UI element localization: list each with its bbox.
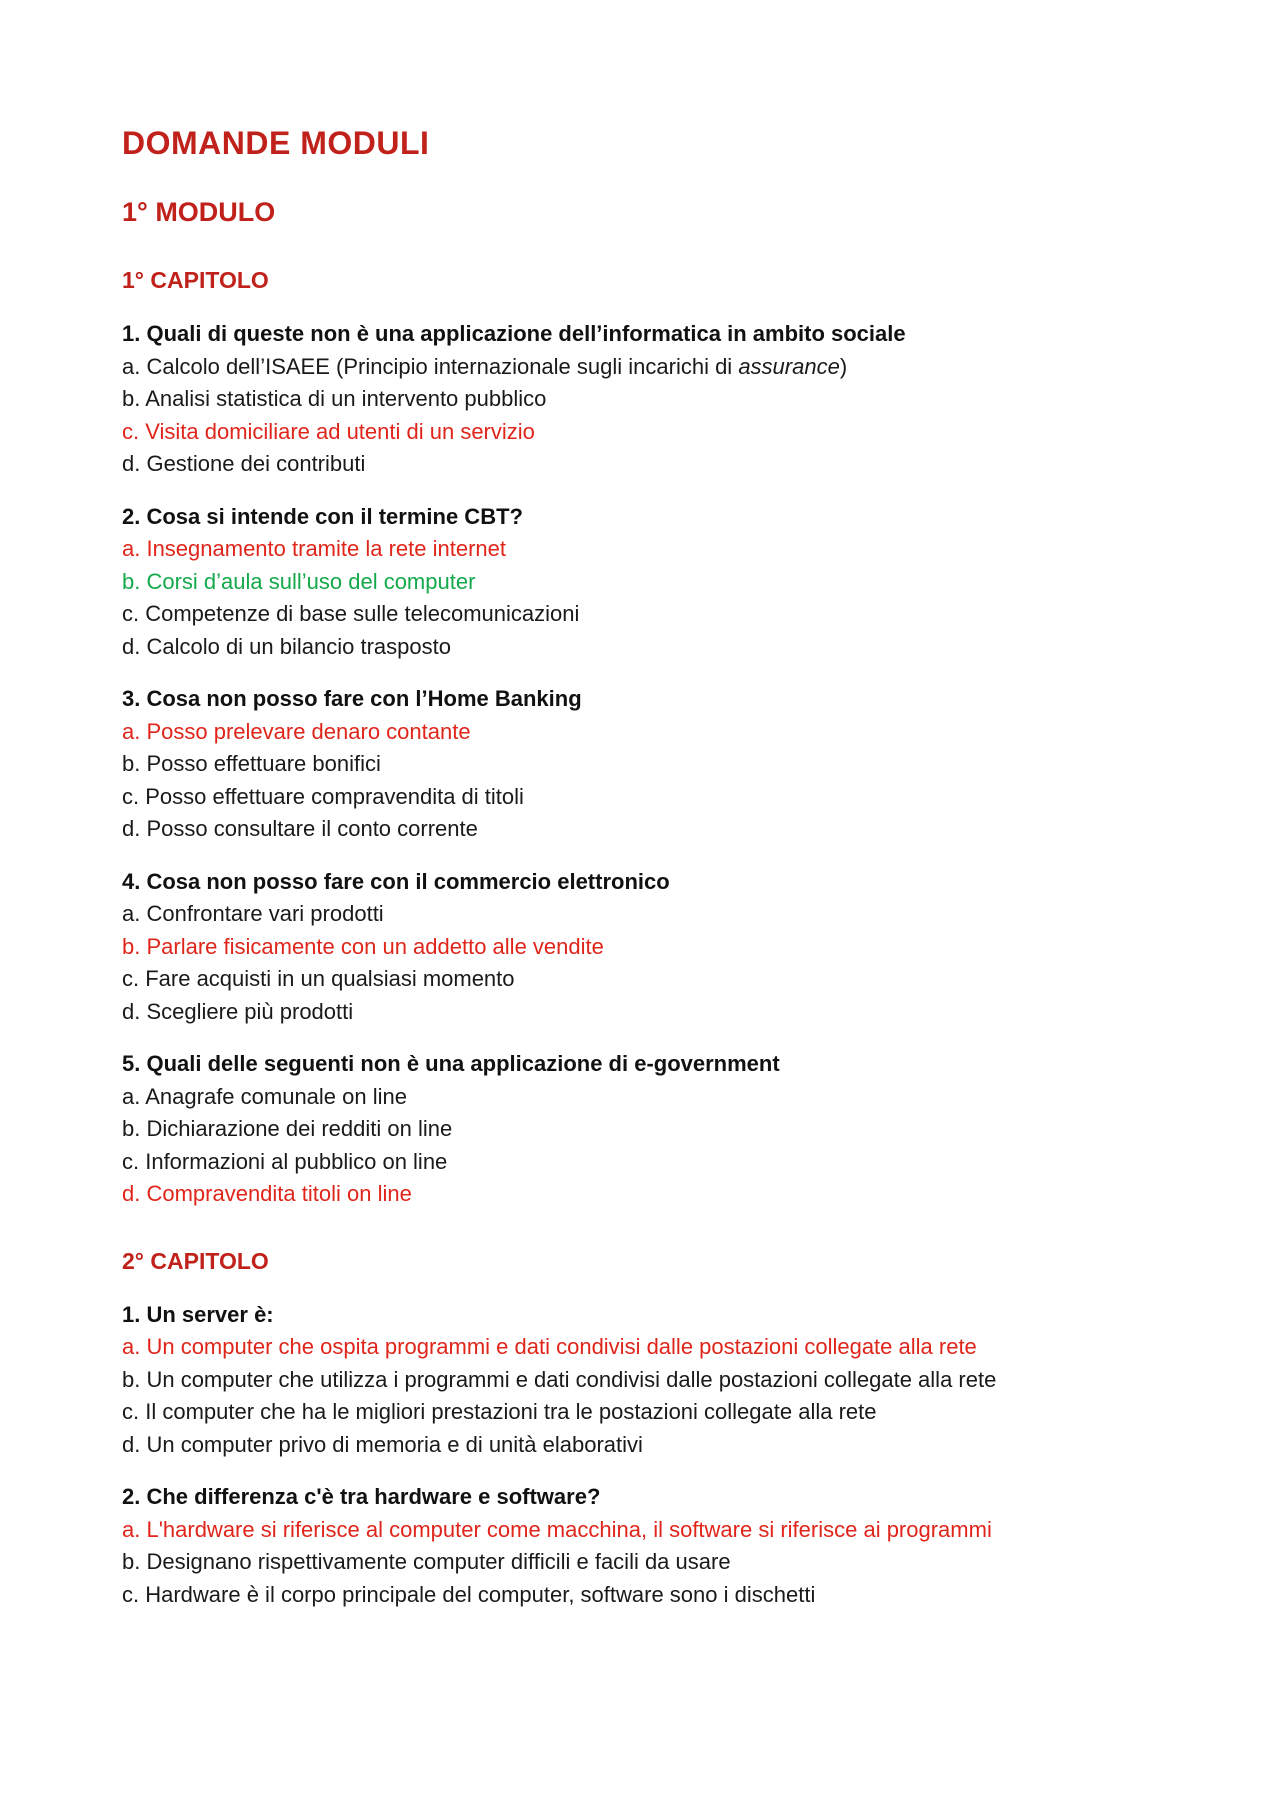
answer-option-a xyxy=(122,351,1162,384)
answer-option-d: d. Calcolo di un bilancio trasposto xyxy=(122,633,451,659)
chapter-2-heading: 2° CAPITOLO xyxy=(122,1247,269,1274)
question-title: 2. Che differenza c'è tra hardware e software? xyxy=(122,1484,601,1509)
answer-option-b-highlighted: b. Corsi d’aula sull’uso del computer xyxy=(122,568,476,594)
answer-option-b: b. Designano rispettivamente computer difficili e facili da usare xyxy=(122,1549,731,1574)
answer-option-c: c. Posso effettuare compravendita di titoli xyxy=(122,783,524,809)
question-block xyxy=(122,683,1162,846)
question-title: 2. Cosa si intende con il termine CBT? xyxy=(122,503,523,529)
answer-option-b: b. Posso effettuare bonifici xyxy=(122,751,381,776)
answer-option-c: c. Hardware è il corpo principale del computer, software sono i dischetti xyxy=(122,1581,816,1607)
question-title: 1. Un server è: xyxy=(122,1301,274,1327)
question-block xyxy=(122,318,1162,481)
answer-option-c: c. Informazioni al pubblico on line xyxy=(122,1148,448,1174)
answer-option-b: b. Dichiarazione dei redditi on line xyxy=(122,1116,453,1141)
answer-italic-text: assurance xyxy=(738,353,840,379)
answer-option-d: d. Scegliere più prodotti xyxy=(122,998,354,1024)
question-block xyxy=(122,1048,1162,1211)
question-title: 5. Quali delle seguenti non è una applicazione di e-government xyxy=(122,1051,780,1076)
answer-option-c-correct: c. Visita domiciliare ad utenti di un servizio xyxy=(122,418,535,444)
document-page xyxy=(122,118,1162,1611)
question-title: 4. Cosa non posso fare con il commercio elettronico xyxy=(122,868,670,894)
question-block xyxy=(122,1481,1162,1611)
question-block xyxy=(122,1299,1162,1462)
answer-option-a-correct: a. Insegnamento tramite la rete internet xyxy=(122,536,506,561)
answer-option-d-correct: d. Compravendita titoli on line xyxy=(122,1181,412,1206)
chapter-1-heading: 1° CAPITOLO xyxy=(122,267,269,293)
module-heading: 1° MODULO xyxy=(122,197,276,227)
answer-option-a: a. Confrontare vari prodotti xyxy=(122,901,384,926)
question-block xyxy=(122,501,1162,664)
answer-option-d: d. Posso consultare il conto corrente xyxy=(122,816,478,841)
answer-option-a-correct: a. L'hardware si riferisce al computer come macchina, il software si riferisce ai programmi xyxy=(122,1516,992,1542)
answer-option-a-correct: a. Un computer che ospita programmi e dati condivisi dalle postazioni collegate alla rete xyxy=(122,1334,977,1359)
question-block xyxy=(122,866,1162,1029)
answer-option-a-correct: a. Posso prelevare denaro contante xyxy=(122,718,471,744)
question-title: 1. Quali di queste non è una applicazione dell’informatica in ambito sociale xyxy=(122,321,906,346)
answer-option-a: a. Anagrafe comunale on line xyxy=(122,1083,407,1109)
answer-option-c: c. Il computer che ha le migliori prestazioni tra le postazioni collegate alla rete xyxy=(122,1399,877,1424)
document-title: DOMANDE MODULI xyxy=(122,125,430,161)
answer-option-b: b. Un computer che utilizza i programmi e dati condivisi dalle postazioni collegate alla rete xyxy=(122,1366,997,1392)
answer-option-d: d. Un computer privo di memoria e di unità elaborativi xyxy=(122,1431,643,1457)
answer-option-c: c. Fare acquisti in un qualsiasi momento xyxy=(122,966,515,991)
answer-option-b-correct: b. Parlare fisicamente con un addetto alle vendite xyxy=(122,933,604,959)
question-title: 3. Cosa non posso fare con l’Home Banking xyxy=(122,686,582,711)
answer-option-b: b. Analisi statistica di un intervento pubblico xyxy=(122,386,547,411)
answer-option-d: d. Gestione dei contributi xyxy=(122,451,366,476)
answer-option-c: c. Competenze di base sulle telecomunicazioni xyxy=(122,601,580,626)
answer-text: a. Calcolo dell’ISAEE (Principio internazionale sugli incarichi di xyxy=(122,353,739,379)
answer-text: ) xyxy=(839,353,848,379)
